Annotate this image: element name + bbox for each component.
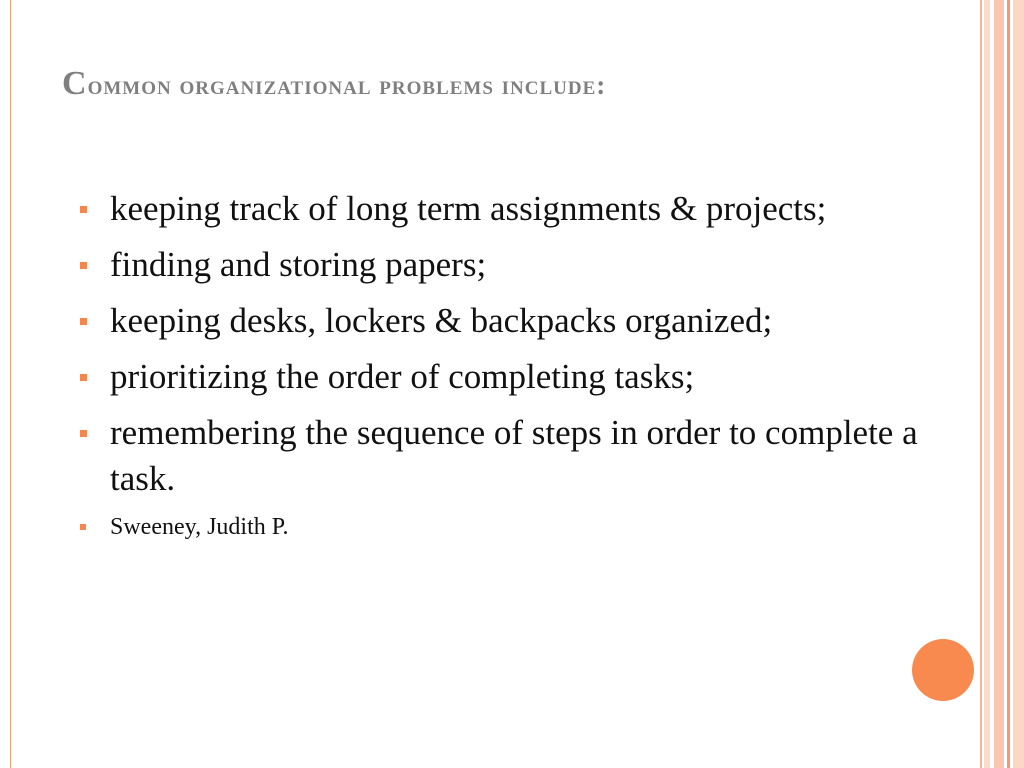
stripe: [984, 0, 990, 768]
bullet-text: keeping desks, lockers & backpacks organized;: [110, 301, 773, 340]
bullet-item: [78, 242, 978, 288]
bullet-item: [78, 410, 978, 502]
bullet-square-icon: [80, 430, 87, 437]
bullet-list: [78, 186, 978, 552]
bullet-square-icon: [80, 524, 86, 530]
bullet-square-icon: [80, 318, 87, 325]
stripe: [980, 0, 982, 768]
bullet-item: [78, 186, 978, 232]
bullet-text: remembering the sequence of steps in order to complete a task.: [110, 413, 918, 498]
bullet-item: [78, 298, 978, 344]
stripe: [1013, 0, 1024, 768]
stripe: [994, 0, 1004, 768]
bullet-square-icon: [80, 374, 87, 381]
orange-circle-decoration: [912, 639, 974, 701]
title-text: ommon organizational problems include:: [87, 70, 607, 100]
bullet-item: [78, 354, 978, 400]
citation-text: Sweeney, Judith P.: [110, 514, 289, 540]
right-stripe-decoration: [980, 0, 1024, 768]
bullet-text: finding and storing papers;: [110, 245, 487, 284]
bullet-square-icon: [80, 262, 87, 269]
bullet-text: keeping track of long term assignments & projects;: [110, 189, 827, 228]
bullet-text: prioritizing the order of completing tasks;: [110, 357, 695, 396]
bullet-square-icon: [80, 206, 87, 213]
slide-title: [62, 56, 942, 113]
stripe: [1007, 0, 1010, 768]
citation-item: [78, 512, 978, 542]
title-first-letter: C: [62, 65, 88, 102]
left-border-decoration: [0, 0, 11, 768]
